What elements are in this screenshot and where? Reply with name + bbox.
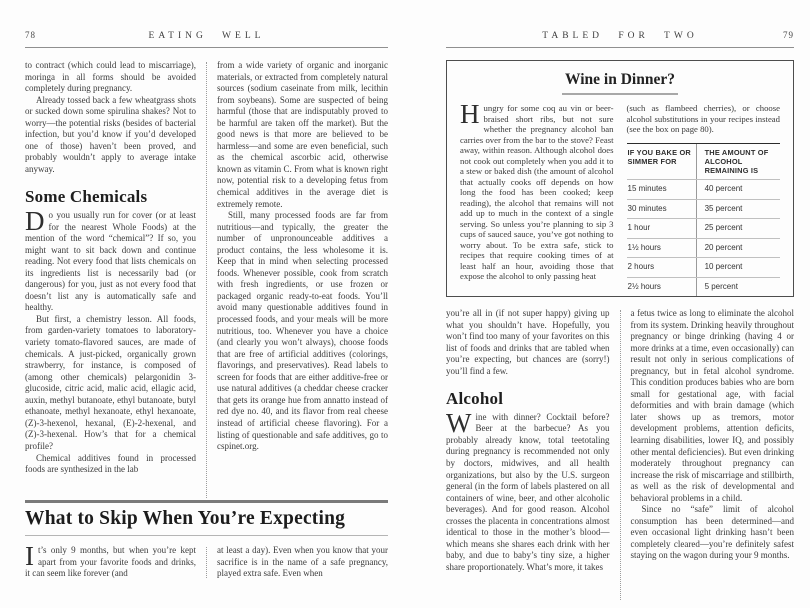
right-page-columns bbox=[446, 308, 794, 602]
right-page-column-2 bbox=[631, 308, 795, 602]
left-page-column-1 bbox=[25, 60, 196, 500]
wine-box-column-2 bbox=[627, 103, 781, 296]
paragraph: you’re all in (if not super happy) giving up what you shouldn’t have. Hopefully, you won’t find too many of your favorites on this list of foods and drinks that are tabled when you’re expecting, but chances are (sorry!) you’ll find a few. bbox=[446, 308, 610, 376]
table-row bbox=[627, 258, 781, 278]
table-cell-time: 2 hours bbox=[627, 262, 655, 272]
table-cell-amount: 25 percent bbox=[696, 219, 780, 238]
table-row bbox=[627, 278, 781, 297]
table-row bbox=[627, 200, 781, 220]
left-page-column-2 bbox=[217, 60, 388, 500]
alcohol-remaining-table bbox=[627, 143, 781, 297]
what-to-skip-section bbox=[25, 500, 388, 580]
paragraph bbox=[25, 541, 196, 580]
running-head-title: TABLED FOR TWO bbox=[542, 31, 698, 41]
skip-column-2 bbox=[217, 545, 388, 580]
paragraph-text: ine with dinner? Cocktail before? Beer at the barbecue? As you probably already know, total teetotaling during pregnancy is recommended not only by doctors, midwives, and all health organizations, but also by the U.S. surgeon general (in the form of labels plastered on all containers of wine, beer, and other alcoholic beverages). And for good reason. Alcohol crosses the placenta in concentrations almost identical to those in the mother’s blood—which means she shares each drink with her baby, and due to baby’s tiny size, a higher share proportionately. What’s more, it takes bbox=[446, 411, 610, 572]
chapter-heading: What to Skip When You’re Expecting bbox=[25, 508, 346, 529]
running-head-title: EATING WELL bbox=[148, 31, 265, 41]
paragraph: (such as flambeed cherries), or choose alcohol substitutions in your recipes instead (see the box on page 80). bbox=[626, 103, 780, 134]
table-row bbox=[627, 219, 781, 239]
column-divider bbox=[206, 547, 207, 578]
paragraph: from a wide variety of organic and inorganic materials, or extracted from completely natural sources (sodium caseinate from milk, lecithin from soybeans). Some are suspected of being harmful (those that are indisputably proved to be harmful are taken off the market). But the good news is that more are believed to be harmless—and some are even beneficial, such as the chemical ascorbic acid, otherwise known as vitamin C. From what is known right now, potential risk to a developing fetus from chemical additives in the average diet is extremely remote. bbox=[217, 60, 388, 209]
paragraph bbox=[460, 99, 614, 282]
skip-column-1 bbox=[25, 541, 196, 580]
paragraph bbox=[25, 206, 196, 314]
paragraph bbox=[446, 407, 610, 574]
paragraph: Still, many processed foods are far from nutritious—and typically, the greater the number of unpronounceable additives a product contains, the less wholesome it is. Keep that in mind when selecting processed foods. Whenever possible, cook from scratch with fresh ingredients, or use frozen or packaged organic ready-to-eat foods. You’ll avoid many questionable additives found in processed foods, and your meals will be more nutritious, too. Whenever you have a choice (and clearly you won’t always), choose foods that are free of artificial additives (colorings, flavorings, and preservatives). Read labels to screen for foods that are either additive-free or use natural additives (a cheddar cheese cracker that gets its orange hue from annatto instead of red dye no. 40, and its flavor from real cheese instead of artificial cheese flavoring). For a listing of questionable and safe additives, go to cspinet.org. bbox=[217, 210, 388, 452]
table-row bbox=[627, 180, 781, 200]
wine-box-column-1 bbox=[460, 99, 614, 296]
paragraph: to contract (which could lead to miscarriage), moringa in all forms should be avoided completely during pregnancy. bbox=[25, 60, 196, 94]
section-heading-some-chemicals: Some Chemicals bbox=[25, 187, 148, 207]
table-cell-time: 30 minutes bbox=[627, 203, 667, 213]
dropcap: W bbox=[446, 407, 472, 438]
table-cell-time: 2½ hours bbox=[627, 281, 661, 291]
table-cell-amount: 5 percent bbox=[696, 278, 780, 297]
paragraph: a fetus twice as long to eliminate the alcohol from its system. Drinking heavily throughout pregnancy or binge drinking (having 4 or more drinks at a time, even occasionally) can result not only in serious complications of pregnancy, but in fetal alcohol syndrome. This condition produces babies who are born small for gestational age, with facial deformities and with brain damage (which later shows up as tremors, motor development problems, attention deficits, learning disabilities, lower IQ, and possibly other mental deficiencies). But even drinking moderately throughout pregnancy can increase the risk of miscarriage and stillbirth, as well as the risk of developmental and behavioral problems in a child. bbox=[630, 308, 794, 503]
paragraph: Since no “safe” limit of alcohol consumption has been determined—and even occasional light drinking hasn’t been completely cleared—you’re definitely safest staying on the wagon during your 9 months. bbox=[630, 504, 794, 561]
running-header-right bbox=[446, 30, 794, 48]
paragraph: Chemical additives found in processed foods are synthesized in the lab bbox=[25, 452, 196, 475]
thin-rule bbox=[25, 535, 388, 536]
dropcap: D bbox=[25, 206, 45, 237]
section-heading-alcohol: Alcohol bbox=[446, 389, 504, 409]
page-number: 79 bbox=[783, 30, 794, 40]
box-title-wrap bbox=[460, 71, 780, 95]
skip-section-columns bbox=[25, 541, 388, 580]
dropcap: H bbox=[460, 99, 480, 129]
table-cell-time: 1 hour bbox=[627, 223, 651, 233]
table-cell-amount: 35 percent bbox=[696, 200, 780, 219]
left-page-columns bbox=[25, 60, 388, 500]
column-divider bbox=[206, 62, 207, 498]
table-header-time: IF YOU BAKE OR SIMMER FOR bbox=[627, 147, 691, 166]
box-title: Wine in Dinner? bbox=[562, 71, 678, 95]
paragraph: at least a day). Even when you know that your sacrifice is in the name of a safe pregnancy, played extra safe. Even when bbox=[217, 545, 388, 579]
paragraph-text: o you usually run for cover (or at least for the nearest Whole Foods) at the mention of the word “chemical”? If so, you might want to sit back down and continue reading. Not every food that lists chemicals on its ingredients list is necessarily bad (or dangerous) for you, just as not every food that doesn’t list any is automatically safe and healthy. bbox=[25, 210, 196, 313]
paragraph-text: t’s only 9 months, but when you’re kept apart from your favorite foods and drinks, it can seem like forever (and bbox=[25, 545, 196, 579]
paragraph: Already tossed back a few wheatgrass shots or sucked down some spirulina shakes? Not to worry—the potential risks (besides of bacterial infection, but you’d know if you’d developed one of those) haven’t been proved, and probably wouldn’t apply to average intake anyway. bbox=[25, 94, 196, 174]
table-cell-amount: 10 percent bbox=[696, 258, 780, 277]
table-cell-time: 1½ hours bbox=[627, 242, 661, 252]
table-row bbox=[627, 239, 781, 259]
column-divider bbox=[620, 310, 621, 600]
book-page-right bbox=[405, 0, 810, 608]
table-header-row bbox=[627, 144, 781, 181]
paragraph-text: ungry for some coq au vin or beer-braised short ribs, but not sure whether the pregnancy alcohol ban carries over from the bar to the stove? Feast away, within reason. Although alcohol does not cook out completely when you add it to a stew or baked dish (the amount of alcohol that actually cooks off depends on how long the food has been cooked; keep reading), the alcohol that remains will not add up to much in the context of a single serving. So unless you’re planning to sip 3 cups of sauced sauce, you’ve got nothing to worry about. To be extra safe, stick to recipes that require cooking times of at least half an hour, avoiding those that expose the alcohol to only passing heat bbox=[460, 103, 614, 281]
table-cell-amount: 40 percent bbox=[696, 180, 780, 199]
running-header-left bbox=[25, 30, 388, 48]
table-header-amount: THE AMOUNT OF ALCOHOL REMAINING IS bbox=[696, 144, 780, 180]
thick-rule bbox=[25, 500, 388, 503]
wine-in-dinner-box bbox=[446, 60, 794, 297]
dropcap: I bbox=[25, 541, 34, 571]
right-page-column-1 bbox=[446, 308, 610, 602]
paragraph: But first, a chemistry lesson. All foods, from garden-variety tomatoes to laboratory-variety tomato-flavored sauces, are made of chemicals. A just-picked, organically grown strawberry, for instance, is composed of (among other chemicals) pelargonidin 3-glucoside, citric acid, malic acid, ellagic acid, auxin, methyl butanoate, ethyl butanoate, butyl ethanoate, methyl hexanoate, ethyl hexanoate, (Z)-3-hexenol, hexanal, (E)-2-hexenal, and (Z)-3-hexenal. How’s that for a chemical profile? bbox=[25, 313, 196, 451]
page-number: 78 bbox=[25, 30, 36, 40]
table-cell-time: 15 minutes bbox=[627, 184, 667, 194]
wine-box-columns bbox=[460, 99, 780, 296]
table-cell-amount: 20 percent bbox=[696, 239, 780, 258]
